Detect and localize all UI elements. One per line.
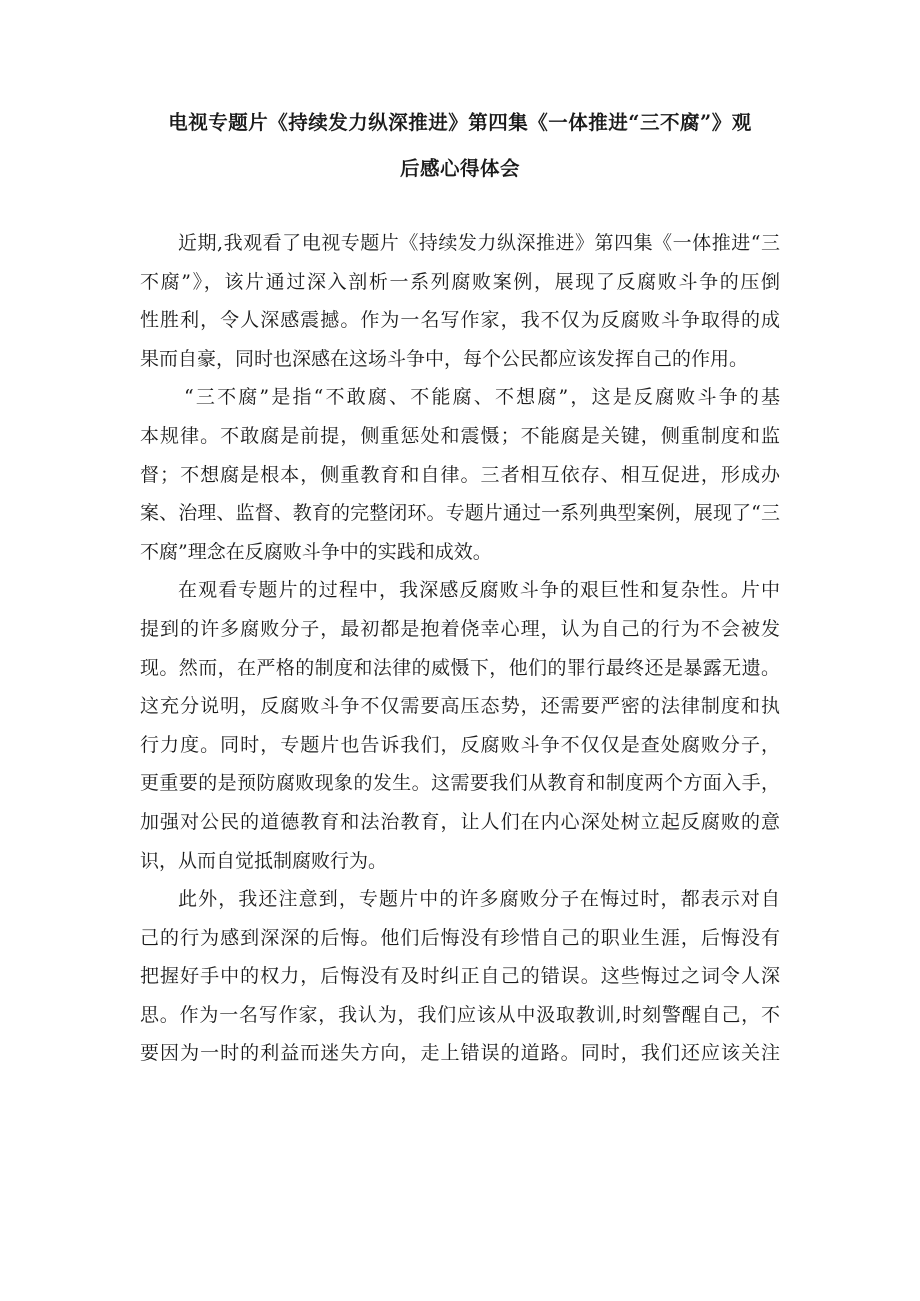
paragraph-line: 行力度。同时，专题片也告诉我们，反腐败斗争不仅仅是查处腐败分子，	[140, 733, 780, 756]
paragraph-line: 识，从而自觉抵制腐败行为。	[140, 849, 388, 872]
paragraph-3	[140, 571, 780, 880]
paragraph-2	[140, 378, 780, 571]
paragraph-line: 加强对公民的道德教育和法治教育，让人们在内心深处树立起反腐败的意	[140, 810, 780, 833]
paragraph-1	[140, 224, 780, 378]
paragraph-line: 提到的许多腐败分子，最初都是抱着侥幸心理，认为自己的行为不会被发	[140, 617, 780, 640]
title-line-2: 后感心得体会	[399, 157, 520, 180]
title-line-1: 电视专题片《持续发力纵深推进》第四集《一体推进“三不腐”》观	[168, 111, 752, 134]
paragraph-line: 这充分说明，反腐败斗争不仅需要高压态势，还需要严密的法律制度和执	[140, 695, 780, 718]
paragraph-line: 此外，我还注意到，专题片中的许多腐败分子在悔过时，都表示对自	[178, 888, 780, 911]
paragraph-line: 己的行为感到深深的后悔。他们后悔没有珍惜自己的职业生涯，后悔没有	[140, 926, 780, 949]
paragraph-line: 本规律。不敢腐是前提，侧重惩处和震慑；不能腐是关键，侧重制度和监	[140, 424, 780, 447]
paragraph-4	[140, 880, 780, 1073]
paragraph-line: 更重要的是预防腐败现象的发生。这需要我们从教育和制度两个方面入手，	[140, 772, 780, 795]
paragraph-line: 果而自豪，同时也深感在这场斗争中，每个公民都应该发挥自己的作用。	[140, 347, 749, 370]
paragraph-line: 督；不想腐是根本，侧重教育和自律。三者相互依存、相互促进，形成办	[140, 463, 780, 486]
paragraph-line: 不腐”理念在反腐败斗争中的实践和成效。	[140, 540, 492, 563]
paragraph-line: 现。然而，在严格的制度和法律的威慑下，他们的罪行最终还是暴露无遗。	[140, 656, 780, 679]
paragraph-line: 在观看专题片的过程中，我深感反腐败斗争的艰巨性和复杂性。片中	[178, 579, 780, 602]
paragraph-line: 把握好手中的权力，后悔没有及时纠正自己的错误。这些悔过之词令人深	[140, 965, 780, 988]
document-title	[140, 100, 780, 192]
paragraph-line: “三不腐”是指“不敢腐、不能腐、不想腐”，这是反腐败斗争的基	[184, 386, 780, 409]
paragraph-line: 要因为一时的利益而迷失方向，走上错误的道路。同时，我们还应该关注	[140, 1042, 780, 1065]
document-body	[140, 224, 780, 1073]
paragraph-line: 案、治理、监督、教育的完整闭环。专题片通过一系列典型案例，展现了“三	[140, 502, 780, 525]
paragraph-line: 思。作为一名写作家，我认为，我们应该从中汲取教训,时刻警醒自己，不	[140, 1003, 780, 1026]
paragraph-line: 性胜利，令人深感震撼。作为一名写作家，我不仅为反腐败斗争取得的成	[140, 309, 780, 332]
paragraph-line: 不腐”》，该片通过深入剖析一系列腐败案例，展现了反腐败斗争的压倒	[140, 270, 780, 293]
paragraph-line: 近期,我观看了电视专题片《持续发力纵深推进》第四集《一体推进“三	[178, 232, 780, 254]
